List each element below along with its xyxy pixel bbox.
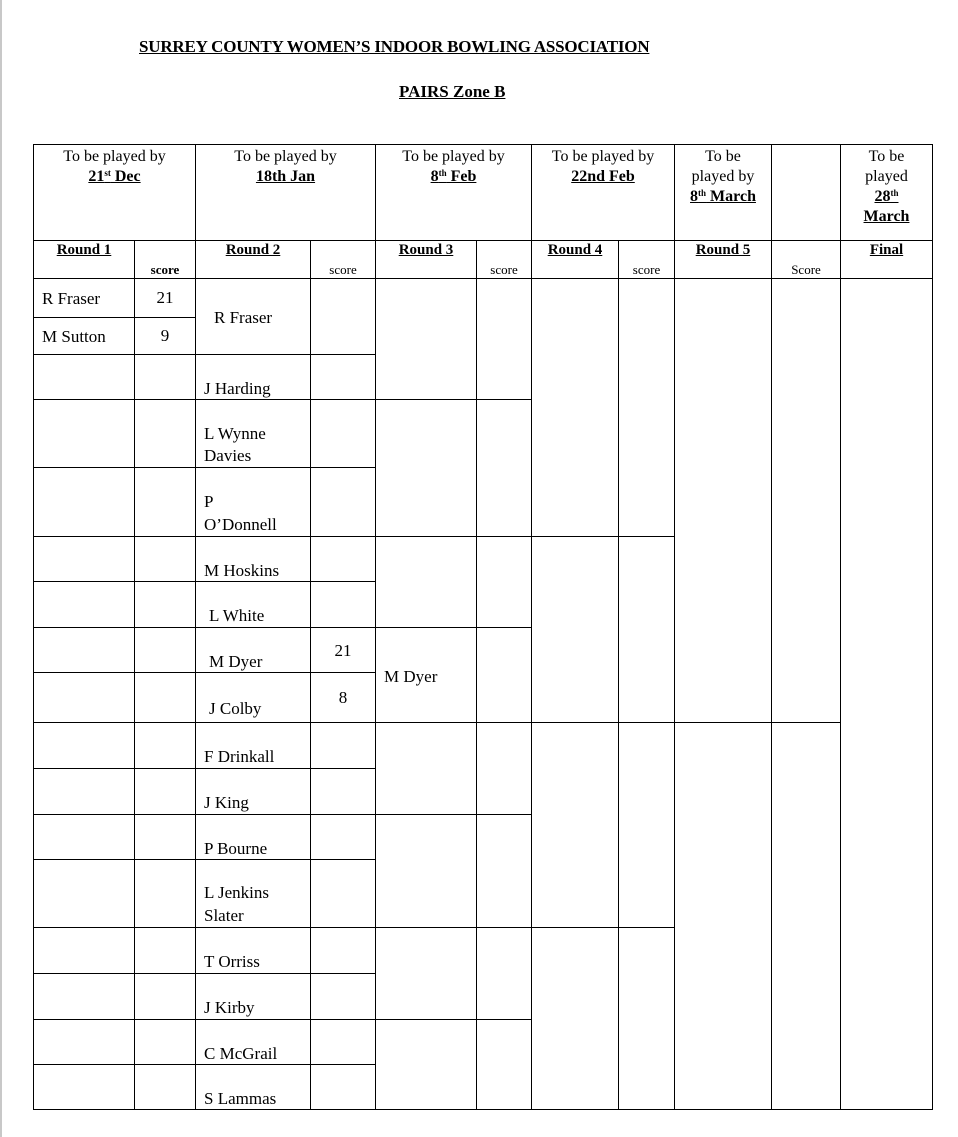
deadline-date: 8th March — [690, 188, 756, 205]
grid-line — [33, 672, 375, 673]
grid-line — [33, 240, 933, 241]
grid-line — [310, 240, 311, 1110]
deadline-prefix: To be — [868, 148, 905, 165]
round-2-label: Round 2 — [225, 242, 281, 258]
grid-line — [33, 536, 674, 537]
grid-line — [531, 144, 532, 1110]
round-2-player: J King — [204, 793, 249, 812]
score-label-round-4: score — [632, 262, 661, 277]
grid-line — [33, 399, 531, 400]
round-3-player: M Dyer — [384, 667, 438, 686]
deadline-prefix: played by — [691, 168, 755, 185]
grid-line — [33, 627, 531, 628]
page-edge — [0, 0, 2, 1137]
deadline-round-3 — [376, 147, 531, 187]
score-label-round-1: score — [150, 262, 180, 277]
grid-line — [33, 1019, 531, 1020]
round-2-player: J Harding — [204, 379, 271, 398]
round-1-score: 9 — [160, 326, 170, 345]
grid-line — [33, 278, 933, 279]
document-title: SURREY COUNTY WOMEN’S INDOOR BOWLING ASSOCIATION — [139, 37, 650, 56]
round-2-player: J Colby — [209, 699, 262, 718]
round-2-player: F Drinkall — [204, 747, 275, 766]
final-label: Final — [869, 242, 904, 258]
deadline-prefix: To be played by — [234, 148, 337, 165]
round-2-score: 21 — [334, 641, 352, 660]
score-label-round-2: score — [329, 262, 357, 277]
deadline-round-1 — [34, 147, 195, 187]
deadline-date: 18th Jan — [255, 168, 316, 185]
round-2-player: R Fraser — [214, 308, 273, 327]
grid-line — [840, 144, 841, 1110]
round-2-player: Slater — [204, 906, 244, 925]
grid-line — [33, 354, 375, 355]
grid-line — [771, 144, 772, 1110]
round-3-label: Round 3 — [398, 242, 454, 258]
deadline-prefix: To be played by — [551, 148, 655, 165]
grid-line — [33, 973, 375, 974]
grid-line — [134, 240, 135, 1110]
round-2-score: 8 — [338, 688, 348, 707]
grid-line — [33, 1109, 933, 1110]
deadline-date: 28th — [874, 188, 899, 205]
round-1-player: R Fraser — [42, 289, 101, 308]
grid-line — [33, 722, 840, 723]
deadline-prefix: To be — [705, 148, 741, 165]
round-2-player: J Kirby — [204, 998, 255, 1017]
grid-line — [618, 240, 619, 1110]
deadline-prefix: To be played by — [402, 148, 505, 165]
round-2-player: L Wynne — [204, 424, 266, 443]
grid-line — [33, 144, 933, 145]
round-2-player: P Bourne — [204, 839, 268, 858]
deadline-date-month: March — [863, 208, 910, 225]
deadline-final — [841, 147, 932, 227]
round-2-player: M Dyer — [209, 652, 263, 671]
deadline-round-5 — [675, 147, 771, 207]
deadline-date: 8th Feb — [430, 168, 477, 185]
round-2-player: M Hoskins — [204, 561, 280, 580]
round-2-player: O’Donnell — [204, 515, 277, 534]
grid-line — [33, 467, 375, 468]
deadline-round-2 — [196, 147, 375, 187]
round-2-player: Davies — [204, 446, 252, 465]
grid-line — [33, 927, 674, 928]
deadline-prefix: played — [865, 168, 908, 185]
score-label-round-3: score — [490, 262, 518, 277]
deadline-round-4 — [532, 147, 674, 187]
round-2-player: P — [204, 492, 214, 511]
round-1-score: 21 — [156, 288, 174, 307]
round-2-player: L Jenkins — [204, 883, 270, 902]
grid-line — [476, 240, 477, 1110]
grid-line — [33, 814, 531, 815]
grid-line — [932, 144, 933, 1110]
round-2-player: L White — [209, 606, 265, 625]
round-4-label: Round 4 — [547, 242, 603, 258]
score-label-round-5: Score — [791, 262, 821, 277]
document-subtitle: PAIRS Zone B — [399, 82, 506, 101]
round-2-player: C McGrail — [204, 1044, 278, 1063]
deadline-date: 21st Dec — [88, 168, 141, 185]
deadline-date: 22nd Feb — [571, 168, 635, 185]
grid-line — [674, 144, 675, 1110]
round-5-label: Round 5 — [695, 242, 751, 258]
round-1-label: Round 1 — [56, 242, 112, 258]
deadline-prefix: To be played by — [63, 148, 166, 165]
grid-line — [33, 317, 195, 318]
round-1-player: M Sutton — [42, 327, 106, 346]
grid-line — [33, 768, 375, 769]
round-2-player: S Lammas — [204, 1089, 277, 1108]
round-2-player: T Orriss — [204, 952, 260, 971]
